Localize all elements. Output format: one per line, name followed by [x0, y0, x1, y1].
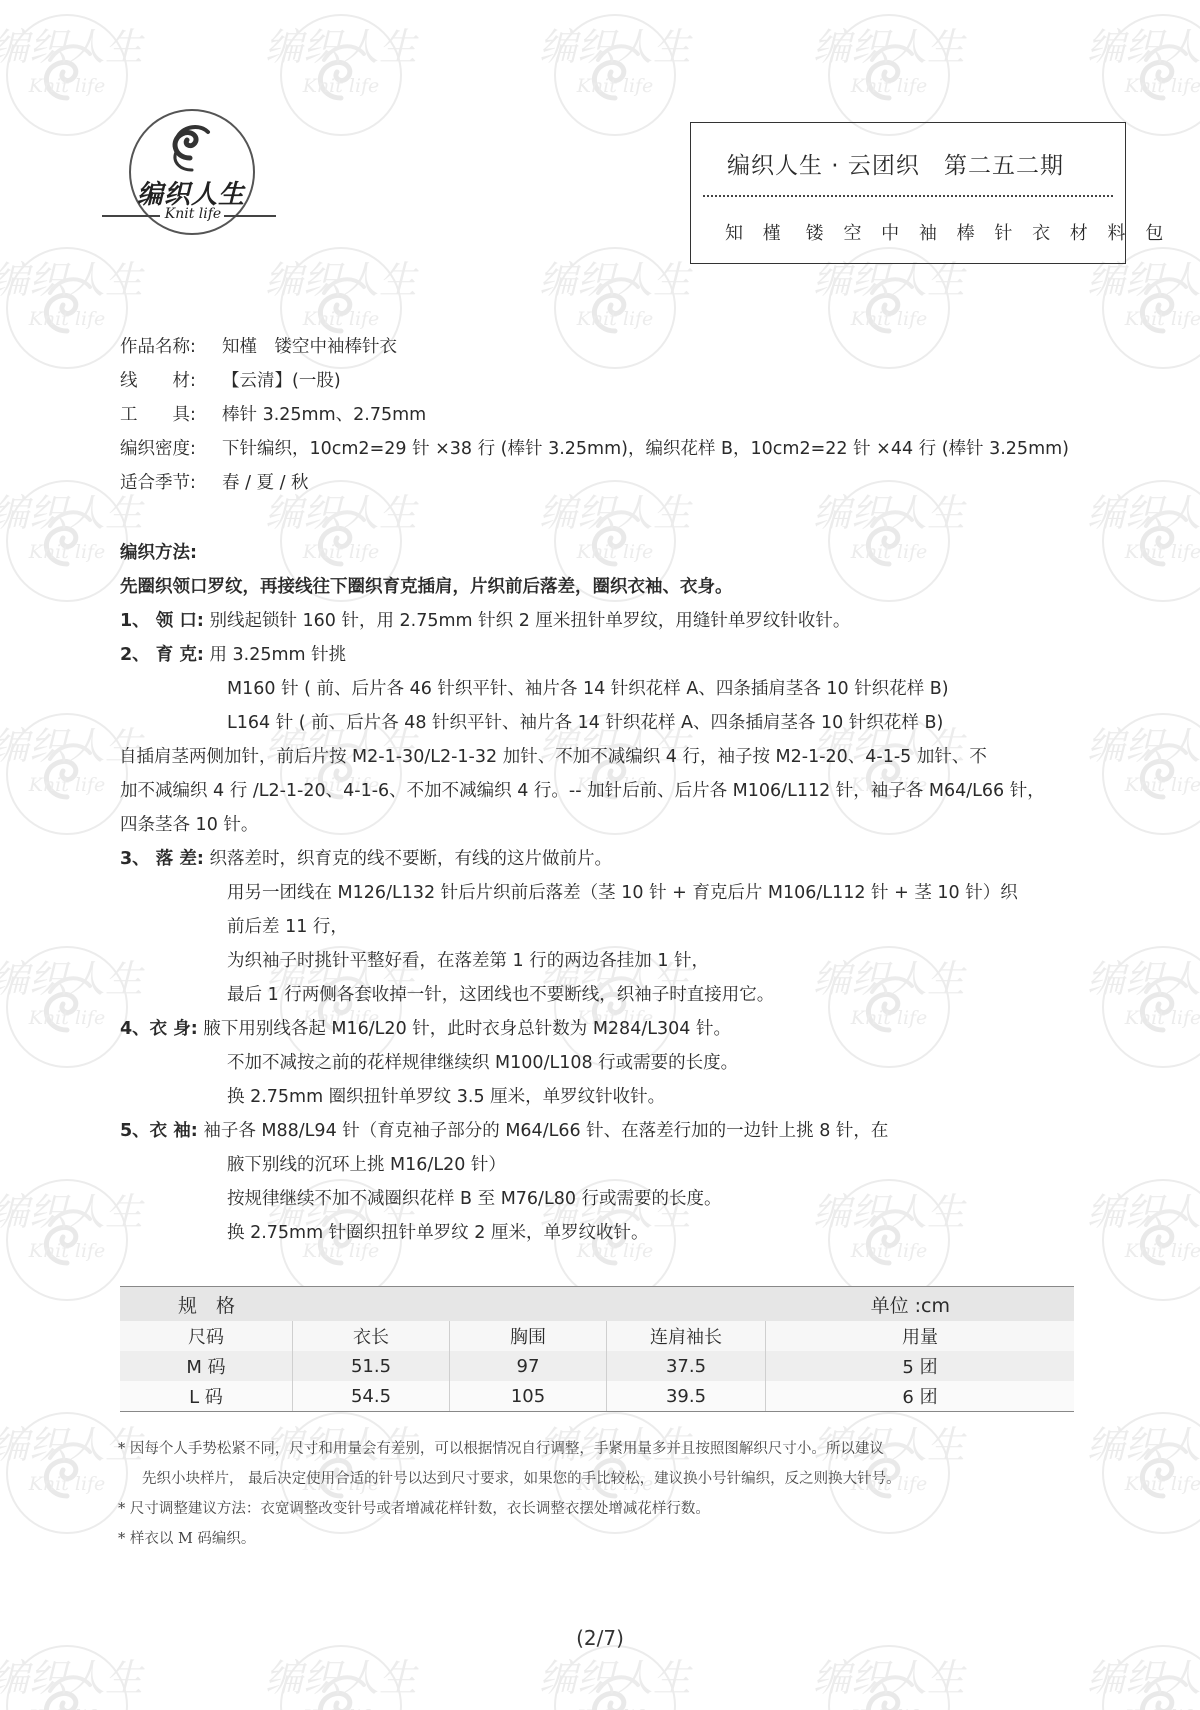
info-row-yarn [120, 368, 1069, 402]
step-line: 不加不减按之前的花样规律继续织 M100/L108 行或需要的长度。 [227, 1053, 739, 1073]
step-paragraph: 自插肩茎两侧加针，前后片按 M2-1-30/L2-1-32 加针、不加不减编织 4 行，袖子按 M2-1-20、4-1-5 加针、不 [119, 747, 987, 767]
step-label: 4、衣 身: [120, 1019, 198, 1039]
issue-title-left: 编织人生 · 云团织 [727, 153, 920, 179]
step-text: 用 3.25mm 针挑 [209, 645, 347, 665]
info-value: 下针编织，10cm2=29 针 ×38 行 (棒针 3.25mm)，编织花样 B，10cm2=22 针 ×44 行 (棒针 3.25mm) [222, 439, 1069, 459]
info-row-tools [120, 402, 1069, 436]
info-row-gauge [120, 436, 1069, 470]
step-text: 别线起锁针 160 针，用 2.75mm 针织 2 厘米扭针单罗纹，用缝针单罗纹针收针。 [209, 611, 851, 631]
column-header: 胸围 [450, 1321, 607, 1351]
step-line: 换 2.75mm 针圈织扭针单罗纹 2 厘米，单罗纹收针。 [227, 1223, 649, 1243]
table-title-row [120, 1287, 1074, 1322]
step-line: 用另一团线在 M126/L132 针后片织前后落差（茎 10 针 + 育克后片 M106/L112 针 + 茎 10 针）织 [227, 883, 1018, 903]
step-neckline [120, 608, 1080, 642]
step-line: 前后差 11 行， [227, 917, 348, 937]
logo-subtext: Knit life [164, 206, 222, 222]
info-row-name [120, 334, 1069, 368]
step-line: 腋下别线的沉环上挑 M16/L20 针） [227, 1155, 506, 1175]
brand-logo [100, 106, 280, 256]
note-line: * 尺寸调整建议方法：衣宽调整改变针号或者增减花样针数，衣长调整衣摆处增减花样行数。 [118, 1501, 710, 1517]
table-cell: 54.5 [293, 1381, 450, 1412]
table-row [120, 1351, 1074, 1381]
table-row [120, 1381, 1074, 1412]
step-line: L164 针 ( 前、后片各 48 针织平针、袖片各 14 针织花样 A、四条插肩茎各 10 针织花样 B) [227, 713, 944, 733]
step-drop [120, 846, 1080, 880]
step-line: 为织袖子时挑针平整好看，在落差第 1 行的两边各挂加 1 针， [227, 951, 710, 971]
column-header: 用量 [766, 1321, 1075, 1351]
step-text: 织落差时，织育克的线不要断，有线的这片做前片。 [209, 849, 612, 869]
table-cell: 37.5 [607, 1351, 766, 1381]
step-text: 袖子各 M88/L94 针（育克袖子部分的 M64/L66 针、在落差行加的一边针上挑 8 针，在 [203, 1121, 889, 1141]
table-cell: 97 [450, 1351, 607, 1381]
table-cell: M 码 [120, 1351, 293, 1381]
product-desc: 镂 空 中 袖 棒 针 衣 材 料 包 [805, 223, 1171, 244]
note-line: * 样衣以 M 码编织。 [118, 1531, 256, 1547]
note-line: * 因每个人手势松紧不同，尺寸和用量会有差别，可以根据情况自行调整，手紧用量多并且按照图解织尺寸小。所以建议 [118, 1441, 884, 1457]
issue-number: 第二五二期 [943, 153, 1064, 179]
table-cell: 105 [450, 1381, 607, 1412]
step-line: 最后 1 行两侧各套收掉一针，这团线也不要断线，织袖子时直接用它。 [227, 985, 775, 1005]
notes [118, 1434, 1108, 1554]
step-line: 按规律继续不加不减圈织花样 B 至 M76/L80 行或需要的长度。 [227, 1189, 722, 1209]
step-label: 1、 领 口: [120, 611, 204, 631]
column-header: 衣长 [293, 1321, 450, 1351]
step-text: 腋下用别线各起 M16/L20 针，此时衣身总针数为 M284/L304 针。 [203, 1019, 731, 1039]
info-value: 知槿 镂空中袖棒针衣 [222, 337, 397, 357]
table-cell: L 码 [120, 1381, 293, 1412]
info-label: 作品名称: [120, 337, 196, 357]
step-label: 2、 育 克: [120, 645, 204, 665]
note-line: 先织小块样片， 最后决定使用合适的针号以达到尺寸要求，如果您的手比较松，建议换小号针编织，反之则换大针号。 [142, 1471, 901, 1487]
step-paragraph: 四条茎各 10 针。 [120, 815, 259, 835]
info-value: 棒针 3.25mm、2.75mm [222, 405, 427, 425]
issue-title [727, 147, 1064, 180]
size-spec-table [120, 1286, 1074, 1412]
step-paragraph: 加不减编织 4 行 /L2-1-20、4-1-6、不加不减编织 4 行。-- 加针后前、后片各 M106/L112 针，袖子各 M64/L66 针， [120, 781, 1045, 801]
method-heading: 编织方法: [120, 543, 197, 563]
column-header: 连肩袖长 [607, 1321, 766, 1351]
info-row-season [120, 470, 1069, 504]
table-cell: 5 团 [766, 1351, 1075, 1381]
step-line: 换 2.75mm 圈织扭针单罗纹 3.5 厘米，单罗纹针收针。 [227, 1087, 666, 1107]
step-sleeve [120, 1118, 1080, 1152]
table-unit: 单位 :cm [607, 1287, 1075, 1322]
page-number: (2/7) [576, 1626, 624, 1650]
dotted-divider [703, 195, 1113, 197]
step-label: 5、衣 袖: [120, 1121, 198, 1141]
table-cell: 39.5 [607, 1381, 766, 1412]
info-label: 线 材: [120, 371, 196, 391]
info-label: 适合季节: [120, 473, 196, 493]
table-title: 规 格 [120, 1287, 607, 1322]
info-label: 编织密度: [120, 439, 196, 459]
method-summary: 先圈织领口罗纹，再接线往下圈织育克插肩，片织前后落差，圈织衣袖、衣身。 [120, 577, 733, 597]
logo-text: 编织人生 [136, 180, 245, 210]
issue-title-box [690, 122, 1171, 264]
info-label: 工 具: [120, 405, 196, 425]
table-cell: 6 团 [766, 1381, 1075, 1412]
table-cell: 51.5 [293, 1351, 450, 1381]
product-name: 知 槿 [725, 223, 788, 244]
step-body [120, 1016, 1080, 1050]
step-yoke [120, 642, 1080, 676]
column-header: 尺码 [120, 1321, 293, 1351]
step-label: 3、 落 差: [120, 849, 204, 869]
knitting-method [120, 540, 1080, 1254]
pattern-info [120, 334, 1069, 504]
step-line: M160 针 ( 前、后片各 46 针织平针、袖片各 14 针织花样 A、四条插肩茎各 10 针织花样 B) [227, 679, 949, 699]
issue-subtitle [725, 219, 1170, 245]
table-header-row [120, 1321, 1074, 1351]
info-value: 【云清】(一股) [222, 371, 341, 391]
info-value: 春 / 夏 / 秋 [222, 473, 309, 493]
